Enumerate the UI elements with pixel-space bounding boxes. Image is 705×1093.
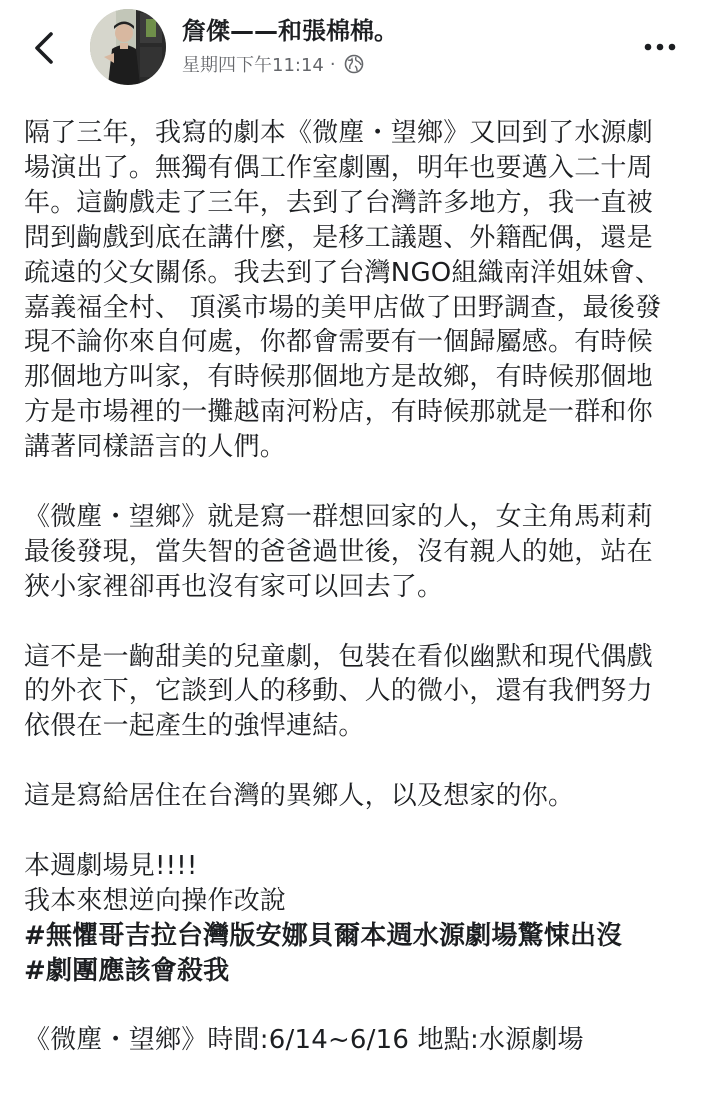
more-horizontal-icon: [644, 43, 676, 51]
avatar[interactable]: [90, 9, 166, 85]
text-line: 那個地方叫家，有時候那個地方是故鄉，有時候那個地: [24, 362, 653, 393]
back-button[interactable]: [26, 26, 62, 70]
event-info: [24, 1023, 704, 1058]
event-info-line: 《微塵・望鄉》時間:6/14~6/16 地點:水源劇場: [24, 1025, 584, 1056]
text-line: 我本來想逆向操作改說: [24, 885, 287, 916]
text-line: 最後發現，當失智的爸爸過世後，沒有親人的她，站在: [24, 536, 653, 567]
author-name[interactable]: 詹傑——和張棉棉。: [182, 17, 398, 45]
text-line: 講著同樣語言的人們。: [24, 432, 287, 463]
post-paragraph: [24, 116, 704, 465]
text-line: 《微塵・望鄉》就是寫一群想回家的人，女主角馬莉莉: [24, 501, 653, 532]
text-line: 年。這齣戲走了三年，去到了台灣許多地方，我一直被: [24, 187, 653, 218]
hashtag-link[interactable]: #劇團應該會殺我: [24, 955, 230, 986]
post-closing: [24, 849, 704, 989]
post-timestamp[interactable]: 星期四下午11:14: [182, 55, 324, 76]
text-line: 方是市場裡的一攤越南河粉店，有時候那就是一群和你: [24, 397, 653, 428]
more-options-button[interactable]: [640, 34, 680, 60]
text-line: 隔了三年，我寫的劇本《微塵・望鄉》又回到了水源劇: [24, 118, 653, 148]
chevron-left-icon: [33, 31, 55, 65]
text-line: 依偎在一起產生的強悍連結。: [24, 711, 365, 742]
post-paragraph: [24, 640, 704, 745]
text-line: 的外衣下，它談到人的移動、人的微小，還有我們努力: [24, 676, 653, 707]
text-line: 這不是一齣甜美的兒童劇，包裝在看似幽默和現代偶戲: [24, 641, 653, 672]
text-line: 這是寫給居住在台灣的異鄉人，以及想家的你。: [24, 781, 575, 812]
text-line: 問到齣戲到底在講什麼，是移工議題、外籍配偶，還是: [24, 222, 653, 253]
text-line: 嘉義福全村、 頂溪市場的美甲店做了田野調查，最後發: [24, 292, 662, 323]
text-line: 狹小家裡卻再也沒有家可以回去了。: [24, 571, 444, 602]
meta-separator: ·: [329, 53, 336, 75]
globe-icon[interactable]: [344, 54, 364, 74]
text-line: 場演出了。無獨有偶工作室劇團，明年也要邁入二十周: [24, 152, 653, 183]
text-line: 本週劇場見!!!!: [24, 850, 198, 881]
profile-photo: [90, 9, 166, 85]
post-body: [24, 116, 704, 1093]
post-paragraph: [24, 500, 704, 605]
text-line: 疏遠的父女關係。我去到了台灣NGO組織南洋姐妹會、: [24, 257, 662, 288]
post-header: [0, 0, 705, 96]
text-line: 現不論你來自何處，你都會需要有一個歸屬感。有時候: [24, 327, 653, 358]
hashtag-link[interactable]: #無懼哥吉拉台灣版安娜貝爾本週水源劇場驚悚出沒: [24, 920, 623, 951]
post-meta: [182, 52, 364, 76]
post-paragraph: [24, 779, 704, 814]
